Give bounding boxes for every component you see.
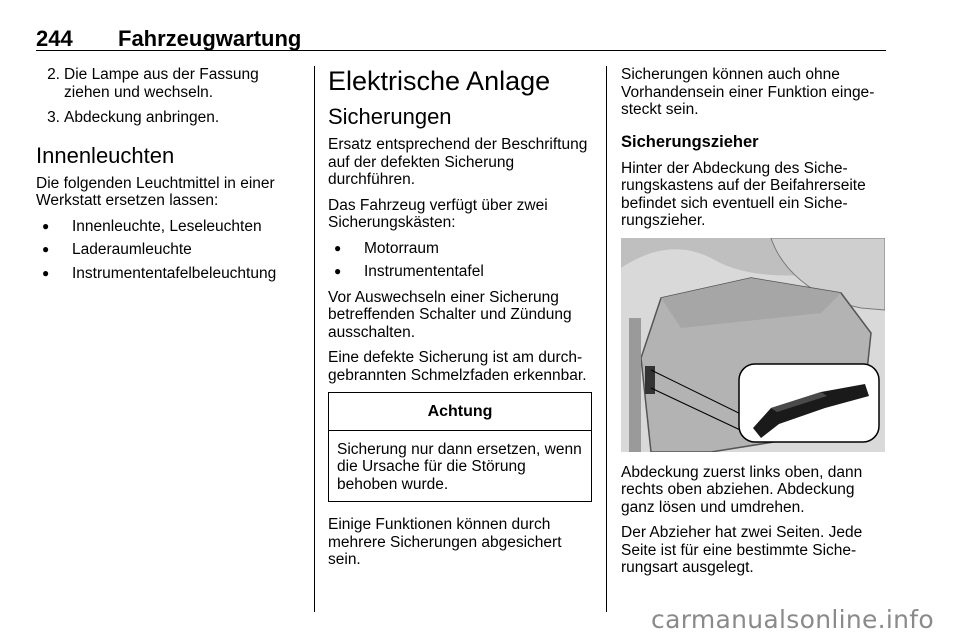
fuse-puller-illustration [621,238,885,452]
paragraph: Abdeckung zuerst links oben, dann rechts oben abziehen. Abdeckung ganz lösen und umdrehen. [621,463,863,516]
section-heading-innenleuchten: Innenleuchten [36,142,175,168]
step-number: 2. [47,66,60,83]
paragraph: Hinter der Abdeckung des Sicherungskastens auf der Beifahrerseite befindet sich eventuell ein Sicherungszieher. [621,159,866,229]
list-item [328,263,592,281]
list-item [328,240,592,258]
column-middle [328,66,592,577]
column-left [36,66,298,290]
list-item-text: Instrumententafelbeleuchtung [72,264,277,282]
section-heading-elektrische-anlage: Elektrische Anlage [328,66,551,96]
list-item-text: Motorraum [364,239,439,257]
page-number: 244 [36,26,73,51]
paragraph: Vor Auswechseln einer Sicherung betreffenden Schalter und Zündung ausschalten. [328,288,572,341]
list-item [36,265,298,283]
list-item-text: Laderaumleuchte [72,241,192,258]
paragraph: Der Abzieher hat zwei Seiten. Jede Seite ist für eine bestimmte Sicherungsart ausgelegt. [621,524,863,576]
paragraph: Ersatz entsprechend der Beschriftung auf der defekten Sicherung durchführen. [328,136,588,188]
step-text: Abdeckung anbringen. [64,109,220,126]
bullet-list [328,240,592,281]
chapter-title: Fahrzeugwartung [118,26,302,51]
step-text: Die Lampe aus der Fassung ziehen und wechseln. [64,66,259,101]
list-item-text: Instrumententafel [364,263,484,280]
bullet-list [36,218,298,283]
caution-title: Achtung [329,393,591,431]
paragraph: Das Fahrzeug verfügt über zwei Sicherungskästen: [328,196,548,231]
step-number: 3. [47,109,60,126]
numbered-step [36,66,298,101]
page-header [36,26,886,51]
paragraph: Die folgenden Leuchtmittel in einer Werkstatt ersetzen lassen: [36,174,275,209]
fuse-box-drawing [621,238,885,452]
list-item [36,218,298,236]
column-divider [314,66,315,612]
paragraph: Eine defekte Sicherung ist am durchgebrannten Schmelzfaden erkennbar. [328,349,587,384]
column-right [621,66,887,585]
column-divider [606,66,607,612]
bullet-icon: ● [334,240,342,255]
list-item [36,241,298,259]
watermark: carmanualsonline.info [651,605,934,634]
bullet-icon: ● [42,242,50,256]
bullet-icon: ● [42,265,50,280]
caution-text: Sicherung nur dann ersetzen, wenn die Ursache für die Störung behoben wurde. [337,440,582,493]
subsection-heading-sicherungen: Sicherungen [328,104,452,129]
bullet-icon: ● [42,218,50,233]
subsection-heading-sicherungszieher: Sicherungszieher [621,132,759,151]
paragraph: Einige Funktionen können durch mehrere Sicherungen abgesichert sein. [328,516,562,568]
paragraph: Sicherungen können auch ohne Vorhandensein einer Funktion eingesteckt sein. [621,66,875,118]
list-item-text: Innenleuchte, Leseleuchten [72,217,262,235]
numbered-step [36,109,298,127]
bullet-icon: ● [334,264,342,278]
caution-box [328,392,592,502]
